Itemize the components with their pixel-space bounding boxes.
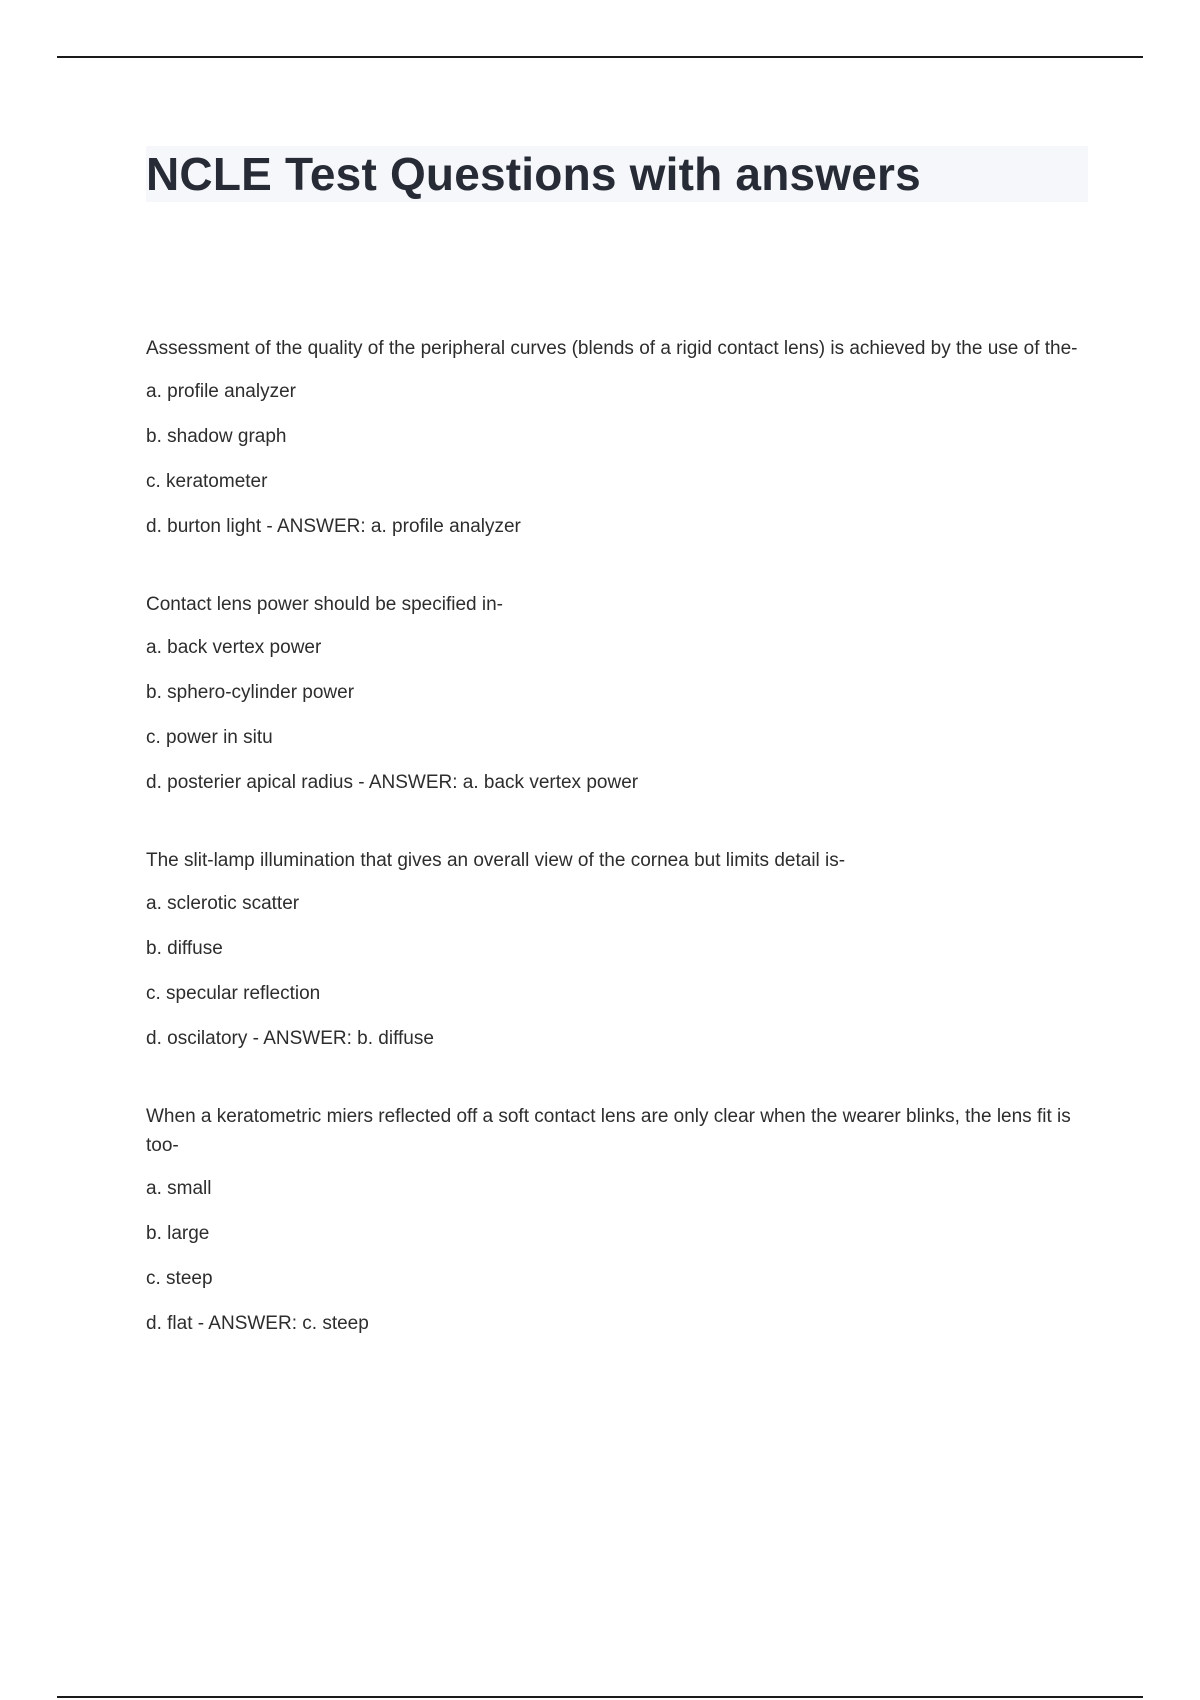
question-1 <box>146 334 1088 541</box>
option-a: a. sclerotic scatter <box>146 893 300 914</box>
question-3 <box>146 846 1088 1053</box>
document-title: NCLE Test Questions with answers <box>146 148 921 200</box>
option-d-with-answer: d. posterier apical radius - ANSWER: a. back vertex power <box>146 772 639 793</box>
question-list <box>146 334 1088 1387</box>
question-text: When a keratometric miers reflected off a soft contact lens are only clear when the wearer blinks, the lens fit is too- <box>146 1106 1071 1156</box>
option-d-with-answer: d. flat - ANSWER: c. steep <box>146 1313 369 1334</box>
option-a: a. small <box>146 1178 212 1199</box>
question-4 <box>146 1102 1088 1338</box>
option-b: b. large <box>146 1223 210 1244</box>
option-c: c. specular reflection <box>146 983 321 1004</box>
option-a: a. profile analyzer <box>146 381 296 402</box>
option-c: c. steep <box>146 1268 213 1289</box>
bottom-divider <box>57 1696 1143 1698</box>
option-d-with-answer: d. oscilatory - ANSWER: b. diffuse <box>146 1028 434 1049</box>
question-text: The slit-lamp illumination that gives an overall view of the cornea but limits detail is- <box>146 850 846 871</box>
option-b: b. shadow graph <box>146 426 287 447</box>
question-text: Contact lens power should be specified in- <box>146 594 503 615</box>
option-c: c. keratometer <box>146 471 268 492</box>
option-c: c. power in situ <box>146 727 273 748</box>
top-divider <box>57 56 1143 58</box>
option-a: a. back vertex power <box>146 637 322 658</box>
option-b: b. diffuse <box>146 938 223 959</box>
question-2 <box>146 590 1088 797</box>
option-d-with-answer: d. burton light - ANSWER: a. profile analyzer <box>146 516 521 537</box>
option-b: b. sphero-cylinder power <box>146 682 355 703</box>
question-text: Assessment of the quality of the peripheral curves (blends of a rigid contact lens) is achieved by the use of the- <box>146 338 1078 359</box>
